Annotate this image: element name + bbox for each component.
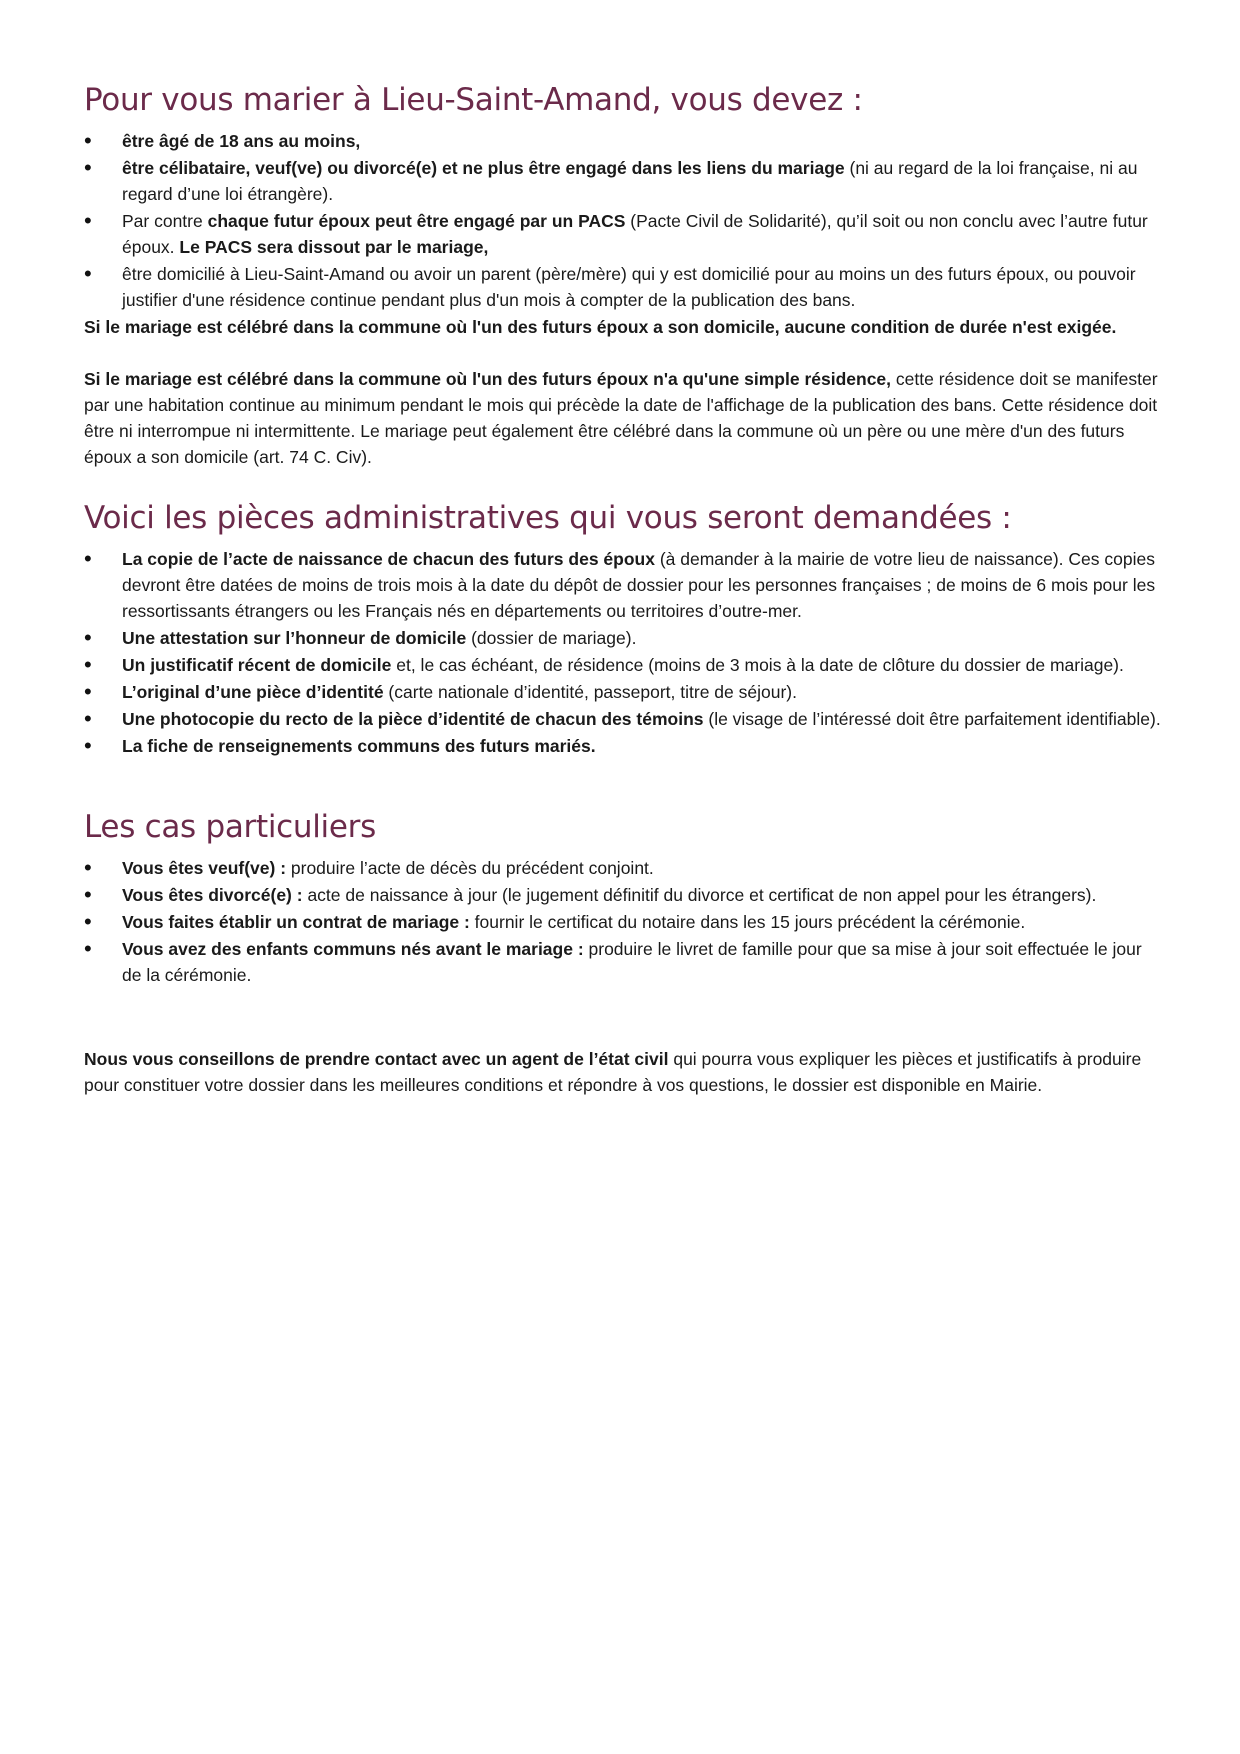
list-item (84, 155, 1164, 207)
item-text: Par contre (122, 211, 208, 231)
list-item (84, 733, 1164, 759)
list-item (84, 855, 1164, 881)
item-bold-text: Une attestation sur l’honneur de domicile (122, 628, 467, 648)
list-item (84, 625, 1164, 651)
item-text: et, le cas échéant, de résidence (moins de 3 mois à la date de clôture du dossier de mariage). (391, 655, 1124, 675)
list-item (84, 909, 1164, 935)
conditions-list (84, 128, 1164, 313)
item-bold-text: Un justificatif récent de domicile (122, 655, 392, 675)
item-bold-text: être célibataire, veuf(ve) ou divorcé(e) et ne plus être engagé dans les liens du mariage (122, 158, 845, 178)
item-text: acte de naissance à jour (le jugement définitif du divorce et certificat de non appel pour les étrangers). (302, 885, 1097, 905)
item-bold-text: être âgé de 18 ans au moins, (122, 131, 361, 151)
item-text: (Pacte Civil de Solidarité), qu’il soit ou non conclu avec l’autre futur époux. (122, 211, 1148, 257)
item-bold-text: L’original d’une pièce d’identité (122, 682, 384, 702)
item-text: fournir le certificat du notaire dans les 15 jours précédent la cérémonie. (469, 912, 1026, 932)
paragraph-bold-text: Si le mariage est célébré dans la commune où l'un des futurs époux n'a qu'une simple résidence, (84, 369, 892, 389)
item-bold-text: Le PACS sera dissout par le mariage, (179, 237, 489, 257)
list-item (84, 936, 1164, 988)
list-item (84, 679, 1164, 705)
section-title-special-cases: Les cas particuliers (84, 809, 376, 845)
section-title-documents: Voici les pièces administratives qui vous seront demandées : (84, 500, 1012, 536)
item-text: produire l’acte de décès du précédent conjoint. (286, 858, 654, 878)
list-item (84, 128, 1164, 154)
documents-list (84, 546, 1164, 759)
paragraph-domicile (84, 314, 1164, 340)
item-text: (à demander à la mairie de votre lieu de naissance). Ces copies devront être datées de moins de trois mois à la date du dépôt de dossier pour les personnes françaises ; de moins de 6 mois pour les ressortissants étrangers ou les Français nés en départements ou territoires d’outre-mer. (122, 549, 1156, 621)
item-bold-text: Vous êtes divorcé(e) : (122, 885, 303, 905)
document-page (84, 80, 1164, 1098)
list-item (84, 652, 1164, 678)
list-item (84, 546, 1164, 624)
list-item (84, 706, 1164, 732)
list-item (84, 882, 1164, 908)
item-bold-text: Vous avez des enfants communs nés avant le mariage : (122, 939, 584, 959)
item-bold-text: La copie de l’acte de naissance de chacun des futurs des époux (122, 549, 655, 569)
paragraph-bold-text: Si le mariage est célébré dans la commune où l'un des futurs époux a son domicile, aucune condition de durée n'est exigée. (84, 317, 1117, 337)
paragraph-text: cette résidence doit se manifester par une habitation continue au minimum pendant le mois qui précède la date de l'affichage de la publication des bans. Cette résidence doit être ni interrompue ni intermittente. Le mariage peut également être célébré dans la commune où un père ou une mère d'un des futurs époux a son domicile (art. 74 C. Civ). (84, 369, 1158, 467)
contact-paragraph (84, 1046, 1164, 1098)
item-text: produire le livret de famille pour que sa mise à jour soit effectuée le jour de la cérémonie. (122, 939, 1142, 985)
paragraph-text: qui pourra vous expliquer les pièces et justificatifs à produire pour constituer votre dossier dans les meilleures conditions et répondre à vos questions, le dossier est disponible en Mairie. (84, 1049, 1142, 1095)
item-text: être domicilié à Lieu-Saint-Amand ou avoir un parent (père/mère) qui y est domicilié pour au moins un des futurs époux, ou pouvoir justifier d'une résidence continue pendant plus d'un mois à compter de la publication des bans. (122, 264, 1136, 310)
item-text: (dossier de mariage). (466, 628, 637, 648)
item-text: (ni au regard de la loi française, ni au regard d’une loi étrangère). (122, 158, 1138, 204)
item-text: (carte nationale d’identité, passeport, titre de séjour). (383, 682, 797, 702)
section-title-conditions: Pour vous marier à Lieu-Saint-Amand, vous devez : (84, 82, 863, 118)
paragraph-bold-text: Nous vous conseillons de prendre contact avec un agent de l’état civil (84, 1049, 669, 1069)
item-bold-text: Une photocopie du recto de la pièce d’identité de chacun des témoins (122, 709, 704, 729)
item-text: (le visage de l’intéressé doit être parfaitement identifiable). (703, 709, 1161, 729)
list-item (84, 261, 1164, 313)
paragraph-residence (84, 366, 1164, 470)
list-item (84, 208, 1164, 260)
special-cases-list (84, 855, 1164, 988)
item-bold-text: Vous êtes veuf(ve) : (122, 858, 287, 878)
item-bold-text: chaque futur époux peut être engagé par un PACS (207, 211, 626, 231)
item-bold-text: Vous faites établir un contrat de mariage : (122, 912, 470, 932)
item-bold-text: La fiche de renseignements communs des futurs mariés. (122, 736, 596, 756)
